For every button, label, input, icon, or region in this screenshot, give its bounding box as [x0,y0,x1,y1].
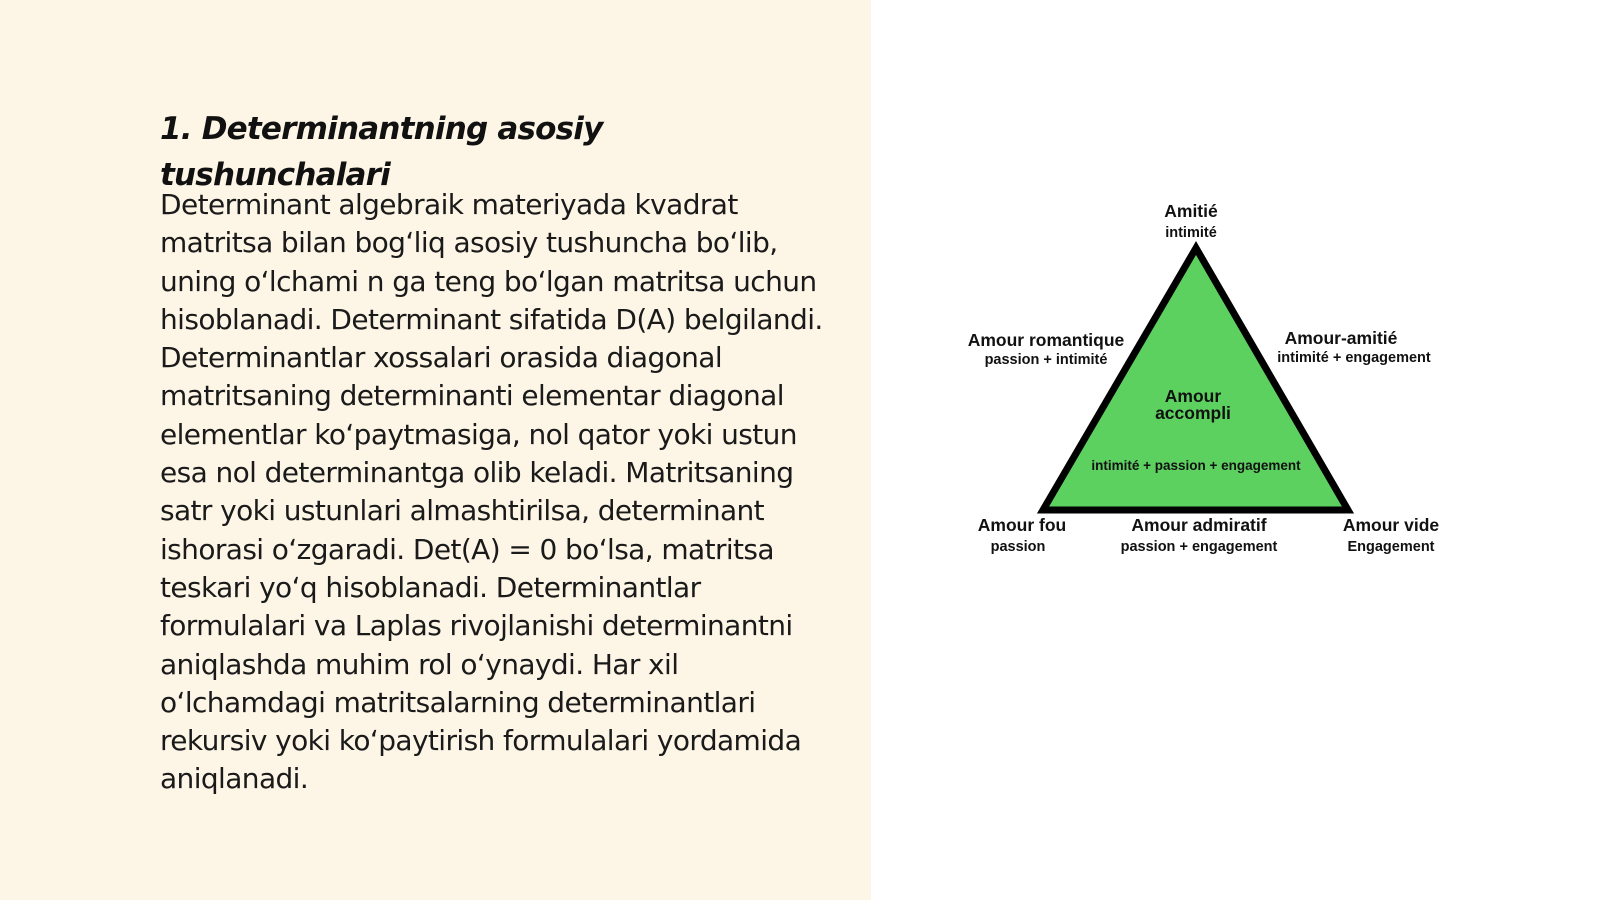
bottom-left-subtitle: passion [990,539,1046,555]
left-edge-title: Amour romantique [967,330,1125,350]
right-edge-title: Amour-amitié [1284,328,1398,348]
slide-body-text: Determinant algebraik materiyada kvadrat matritsa bilan bogʻliq asosiy tushuncha boʻlib, uning oʻlchami n ga teng boʻlgan matritsa uchun hisoblanadi. Determinant sifatida D(A) belgilandi. Determinantlar xossalari orasida diagonal matritsaning determinanti elementar diagonal elementlar koʻpaytmasiga, nol qator yoki ustun esa nol determinantga olib keladi. Matritsaning satr yoki ustunlari almashtirilsa, determinant ishorasi oʻzgaradi. Det(A) = 0 boʻlsa, matritsa teskari yoʻq hisoblanadi. Determinantlar formulalari va Laplas rivojlanishi determinantni aniqlashda muhim rol oʻynaydi. Har xil oʻlchamdagi matritsalarning determinantlari rekursiv yoki koʻpaytirish formulalari yordamida aniqlanadi. [160,188,823,796]
left-edge-subtitle: passion + intimité [984,352,1108,368]
center-label-line2: accompli [1155,403,1231,423]
top-vertex-title: Amitié [1164,201,1218,221]
bottom-mid-subtitle: passion + engagement [1120,539,1278,555]
center-formula: intimité + passion + engagement [1091,458,1301,473]
bottom-right-subtitle: Engagement [1347,539,1435,555]
love-triangle-diagram [900,170,1500,590]
right-edge-subtitle: intimité + engagement [1277,350,1431,366]
bottom-right-title: Amour vide [1342,515,1440,535]
top-vertex-subtitle: intimité [1165,225,1217,241]
slide-heading: 1. Determinantning asosiy tushunchalari [160,111,603,193]
bottom-mid-title: Amour admiratif [1131,515,1267,535]
center-label-line1: Amour [1164,386,1222,406]
bottom-left-title: Amour fou [977,515,1067,535]
